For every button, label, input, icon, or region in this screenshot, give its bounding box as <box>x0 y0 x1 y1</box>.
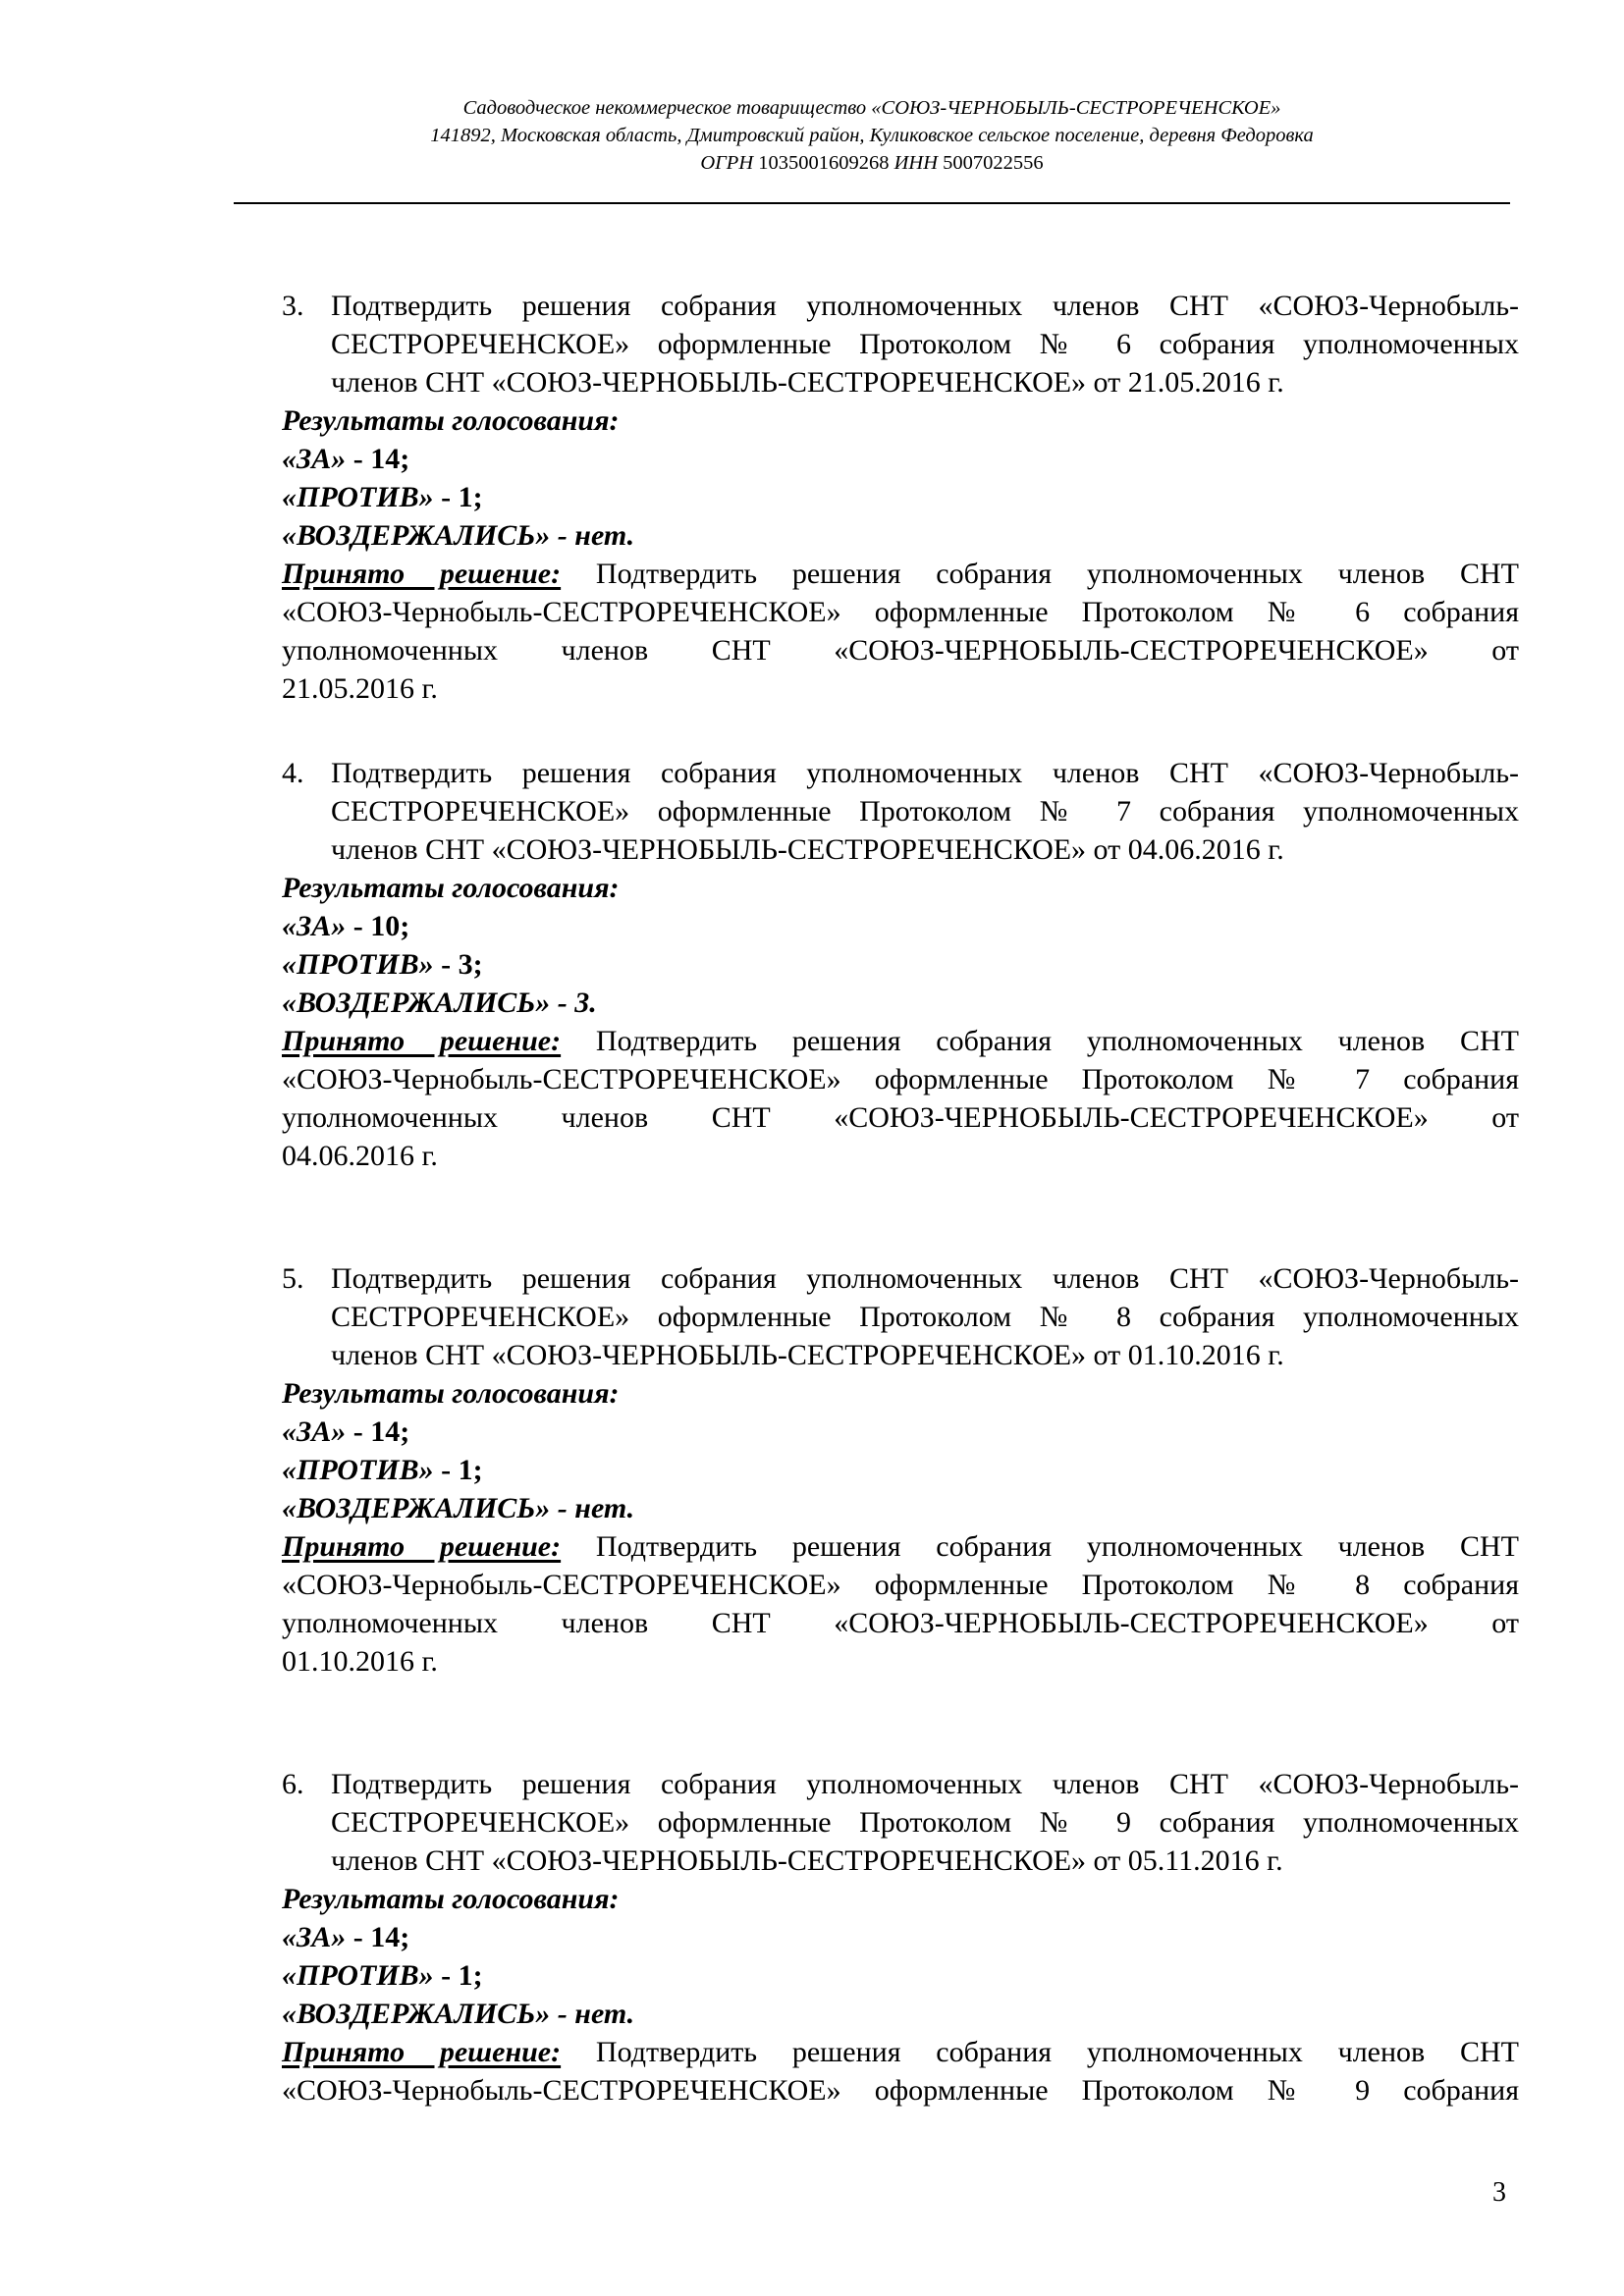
agenda-item-6 <box>282 1765 1519 2109</box>
vote-against: «ПРОТИВ» - 1; <box>282 1454 483 1486</box>
item-text-line: членов СНТ «СОЮЗ-ЧЕРНОБЫЛЬ-СЕСТРОРЕЧЕНСКОЕ» от 21.05.2016 г. <box>331 366 1284 399</box>
item-number: 3. <box>282 290 304 322</box>
inn-value: 5007022556 <box>943 152 1044 174</box>
vote-abstain: «ВОЗДЕРЖАЛИСЬ» - нет. <box>282 1998 635 2030</box>
item-text-line: членов СНТ «СОЮЗ-ЧЕРНОБЫЛЬ-СЕСТРОРЕЧЕНСКОЕ» от 01.10.2016 г. <box>331 1339 1284 1371</box>
vote-for: «ЗА» - 10; <box>282 910 410 942</box>
agenda-item-3 <box>282 287 1519 708</box>
vote-against: «ПРОТИВ» - 1; <box>282 1959 483 1992</box>
ogrn-value: 1035001609268 <box>758 152 890 174</box>
results-heading: Результаты голосования: <box>282 872 620 904</box>
decision-line: уполномоченных членов СНТ «СОЮЗ-ЧЕРНОБЫЛЬ-СЕСТРОРЕЧЕНСКОЕ» от <box>282 1607 1519 1639</box>
decision-line: «СОЮЗ-Чернобыль-СЕСТРОРЕЧЕНСКОЕ» оформленные Протоколом № 7 собрания <box>282 1063 1519 1095</box>
results-heading: Результаты голосования: <box>282 1377 620 1410</box>
decision-line: Принято решение: Подтвердить решения собрания уполномоченных членов СНТ <box>282 558 1519 590</box>
agenda-item-5 <box>282 1259 1519 1681</box>
letterhead <box>234 94 1510 177</box>
item-number: 5. <box>282 1262 304 1295</box>
agenda-item-4 <box>282 754 1519 1175</box>
item-text-line: 5. Подтвердить решения собрания уполномоченных членов СНТ «СОЮЗ-Чернобыль- <box>282 1259 1519 1298</box>
header-divider <box>234 202 1510 204</box>
decision-line: уполномоченных членов СНТ «СОЮЗ-ЧЕРНОБЫЛЬ-СЕСТРОРЕЧЕНСКОЕ» от <box>282 634 1519 667</box>
decision-line: Принято решение: Подтвердить решения собрания уполномоченных членов СНТ <box>282 1530 1519 1563</box>
decision-line: 04.06.2016 г. <box>282 1140 438 1172</box>
vote-for: «ЗА» - 14; <box>282 1415 410 1448</box>
decision-label: Принято решение: <box>282 2036 562 2068</box>
item-text-line: СЕСТРОРЕЧЕНСКОЕ» оформленные Протоколом № 7 собрания уполномоченных <box>331 795 1519 828</box>
decision-line: Принято решение: Подтвердить решения собрания уполномоченных членов СНТ <box>282 2036 1519 2068</box>
decision-line: 01.10.2016 г. <box>282 1645 438 1678</box>
item-text-line: 4. Подтвердить решения собрания уполномоченных членов СНТ «СОЮЗ-Чернобыль- <box>282 754 1519 792</box>
decision-label: Принято решение: <box>282 1025 562 1057</box>
item-text-line: СЕСТРОРЕЧЕНСКОЕ» оформленные Протоколом № 9 собрания уполномоченных <box>331 1806 1519 1839</box>
item-text-line: 6. Подтвердить решения собрания уполномоченных членов СНТ «СОЮЗ-Чернобыль- <box>282 1765 1519 1803</box>
decision-line: «СОЮЗ-Чернобыль-СЕСТРОРЕЧЕНСКОЕ» оформленные Протоколом № 9 собрания <box>282 2074 1519 2107</box>
item-text-line: 3. Подтвердить решения собрания уполномоченных членов СНТ «СОЮЗ-Чернобыль- <box>282 287 1519 325</box>
item-text-line: членов СНТ «СОЮЗ-ЧЕРНОБЫЛЬ-СЕСТРОРЕЧЕНСКОЕ» от 05.11.2016 г. <box>331 1844 1283 1877</box>
vote-against: «ПРОТИВ» - 3; <box>282 948 483 981</box>
item-number: 4. <box>282 757 304 789</box>
vote-for: «ЗА» - 14; <box>282 443 410 475</box>
decision-line: уполномоченных членов СНТ «СОЮЗ-ЧЕРНОБЫЛЬ-СЕСТРОРЕЧЕНСКОЕ» от <box>282 1101 1519 1134</box>
vote-against: «ПРОТИВ» - 1; <box>282 481 483 513</box>
decision-label: Принято решение: <box>282 558 562 590</box>
vote-abstain: «ВОЗДЕРЖАЛИСЬ» - нет. <box>282 519 635 552</box>
letterhead-address: 141892, Московская область, Дмитровский район, Куликовское сельское поселение, деревня Федоровка <box>430 125 1314 146</box>
decision-line: 21.05.2016 г. <box>282 672 438 705</box>
page-number: 3 <box>1492 2177 1506 2208</box>
item-number: 6. <box>282 1768 304 1800</box>
decision-label: Принято решение: <box>282 1530 562 1563</box>
inn-label: ИНН <box>893 152 939 174</box>
vote-abstain: «ВОЗДЕРЖАЛИСЬ» - нет. <box>282 1492 635 1524</box>
vote-for: «ЗА» - 14; <box>282 1921 410 1953</box>
letterhead-registration <box>234 149 1510 177</box>
decision-line: «СОЮЗ-Чернобыль-СЕСТРОРЕЧЕНСКОЕ» оформленные Протоколом № 6 собрания <box>282 596 1519 628</box>
decision-line: «СОЮЗ-Чернобыль-СЕСТРОРЕЧЕНСКОЕ» оформленные Протоколом № 8 собрания <box>282 1569 1519 1601</box>
vote-abstain: «ВОЗДЕРЖАЛИСЬ» - 3. <box>282 987 597 1019</box>
results-heading: Результаты голосования: <box>282 404 620 437</box>
item-text-line: СЕСТРОРЕЧЕНСКОЕ» оформленные Протоколом № 8 собрания уполномоченных <box>331 1301 1519 1333</box>
letterhead-org-name: Садоводческое некоммерческое товарищество «СОЮЗ-ЧЕРНОБЫЛЬ-СЕСТРОРЕЧЕНСКОЕ» <box>462 97 1281 119</box>
decision-line: Принято решение: Подтвердить решения собрания уполномоченных членов СНТ <box>282 1025 1519 1057</box>
item-text-line: членов СНТ «СОЮЗ-ЧЕРНОБЫЛЬ-СЕСТРОРЕЧЕНСКОЕ» от 04.06.2016 г. <box>331 833 1284 866</box>
item-text-line: СЕСТРОРЕЧЕНСКОЕ» оформленные Протоколом № 6 собрания уполномоченных <box>331 328 1519 360</box>
results-heading: Результаты голосования: <box>282 1883 620 1915</box>
ogrn-label: ОГРН <box>700 152 754 174</box>
